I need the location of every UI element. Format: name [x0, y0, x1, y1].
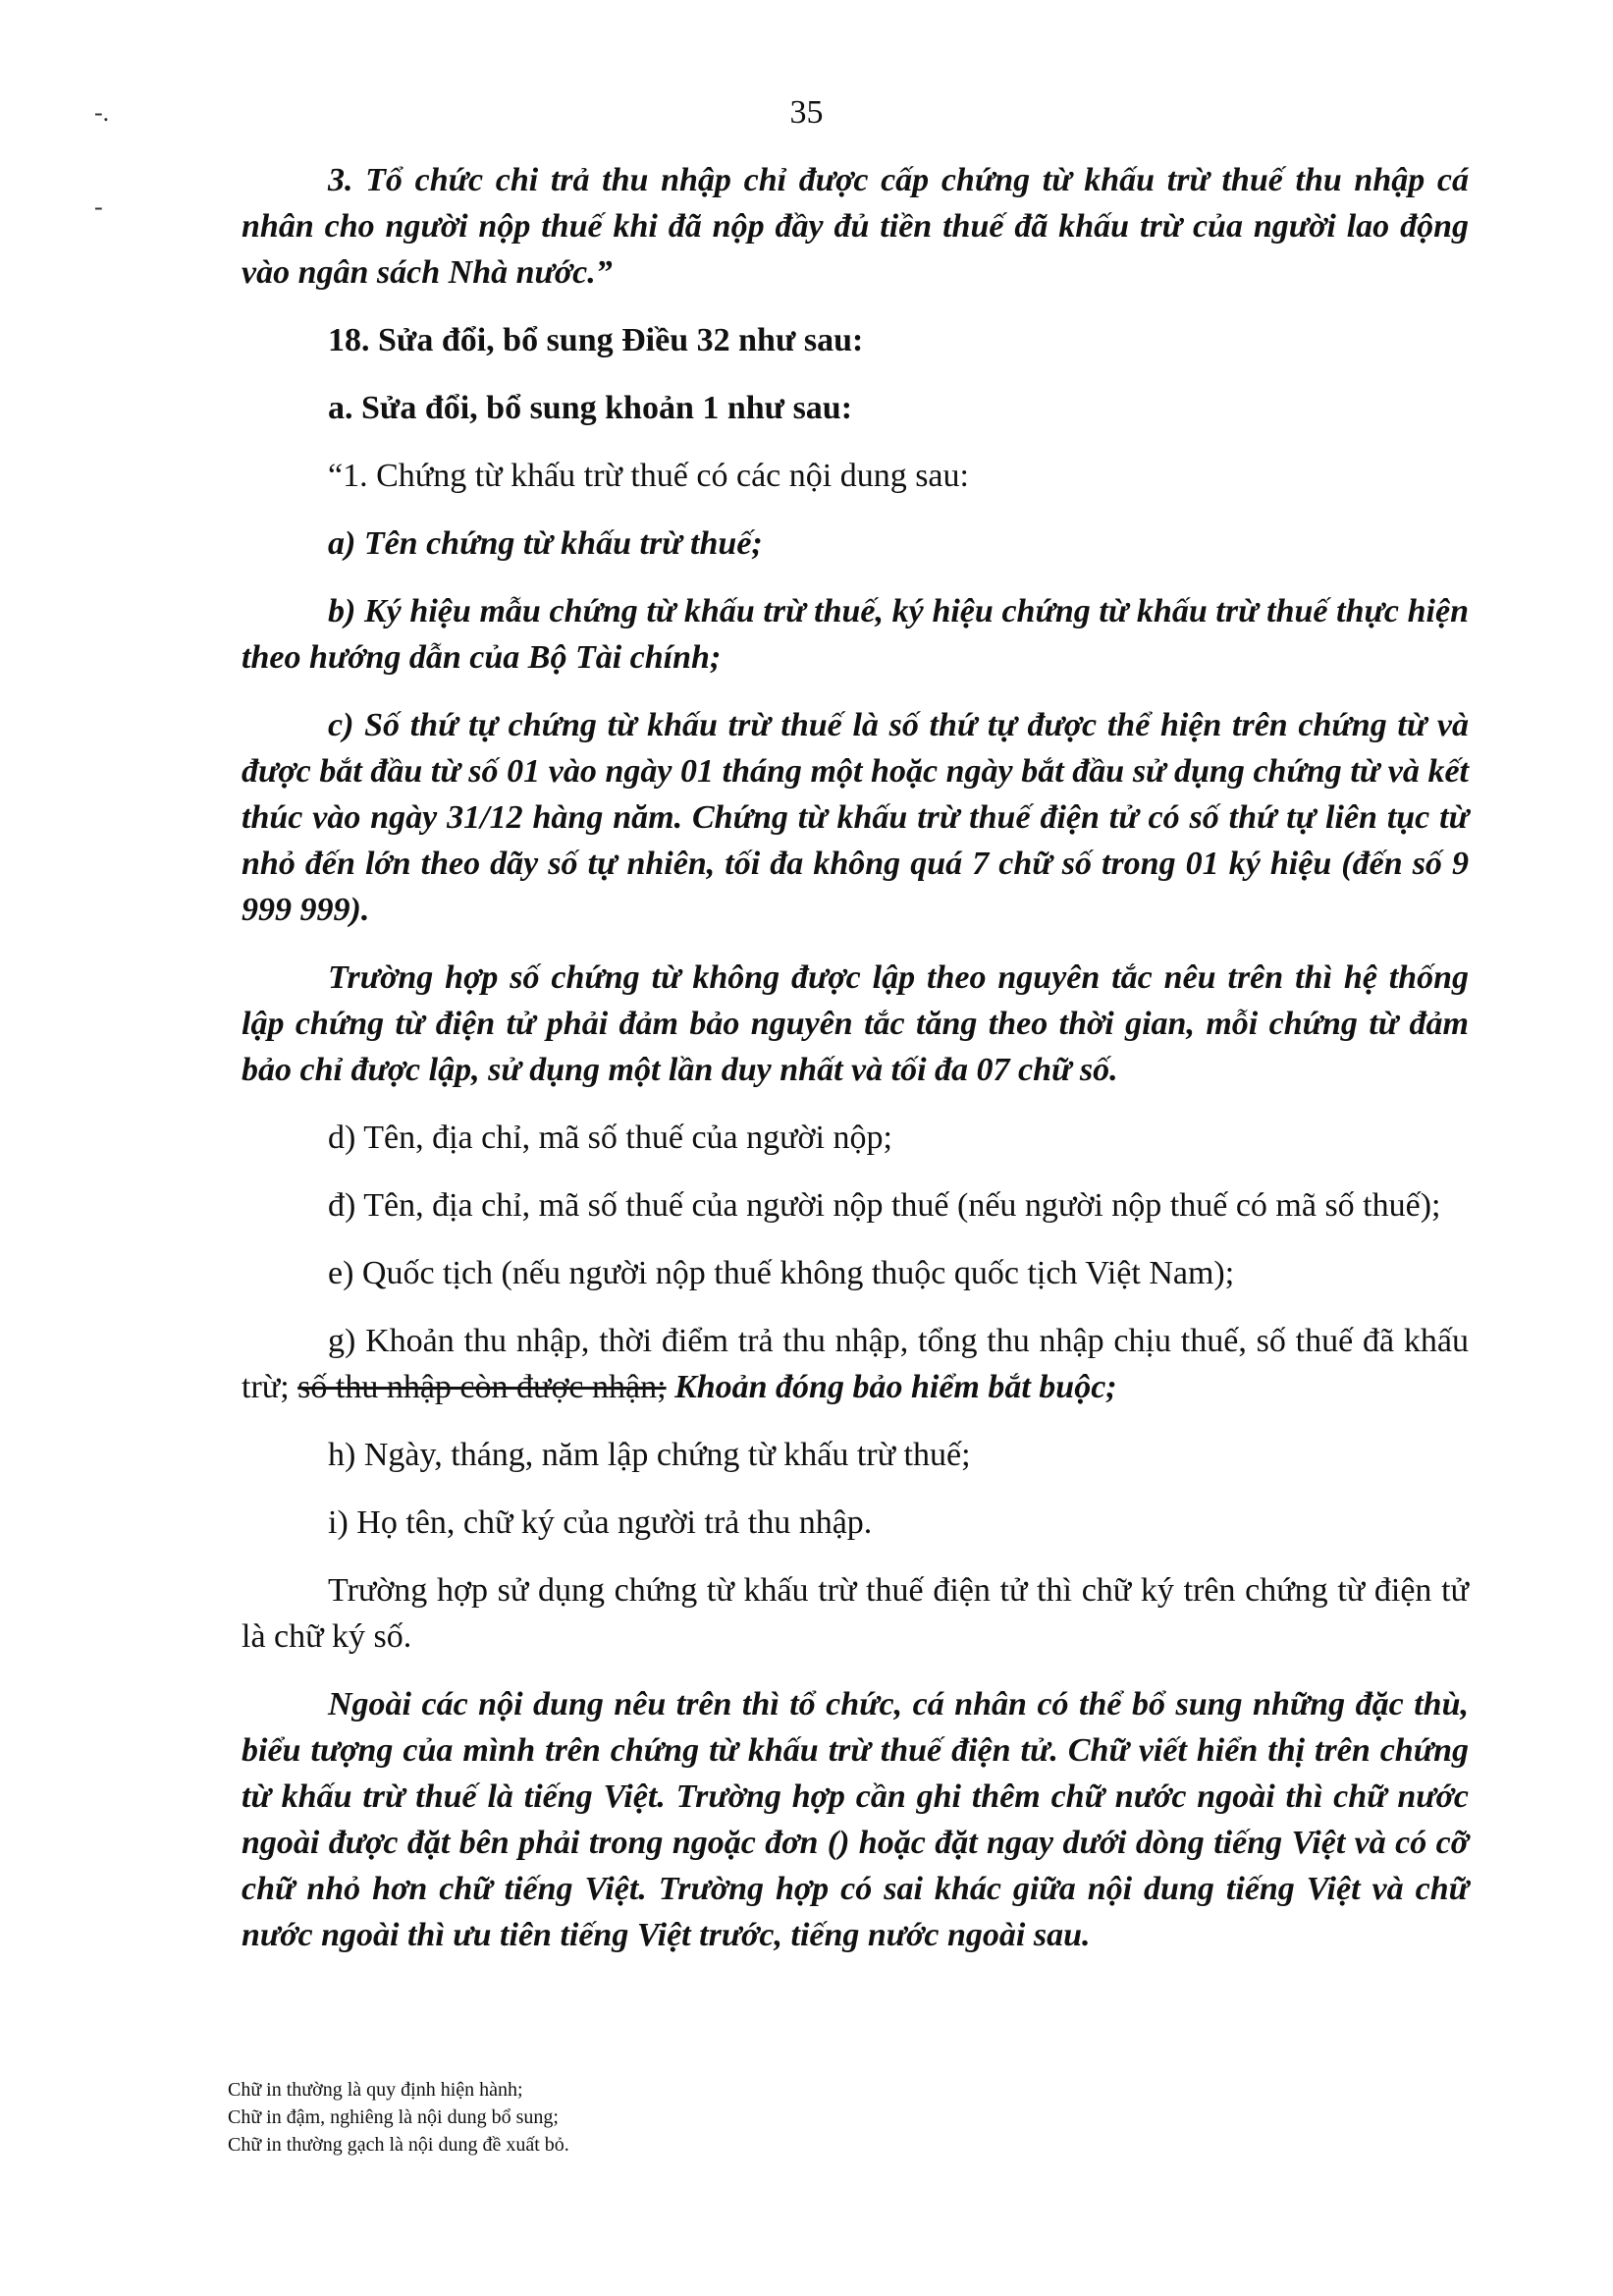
footnotes	[228, 2076, 1308, 2159]
paragraph: Trường hợp số chứng từ không được lập theo nguyên tắc nêu trên thì hệ thống lập chứng từ điện tử phải đảm bảo nguyên tắc tăng theo thời gian, mỗi chứng từ đảm bảo chỉ được lập, sử dụng một lần duy nhất và tối đa 07 chữ số.	[242, 959, 1469, 1088]
footnote: Chữ in thường gạch là nội dung đề xuất bỏ.	[228, 2134, 569, 2156]
list-item: d) Tên, địa chỉ, mã số thuế của người nộp;	[328, 1120, 892, 1156]
list-item: h) Ngày, tháng, năm lập chứng từ khấu trừ thuế;	[328, 1437, 971, 1473]
list-item	[242, 1318, 1469, 1410]
footnote: Chữ in thường là quy định hiện hành;	[228, 2079, 523, 2101]
list-item: i) Họ tên, chữ ký của người trả thu nhập.	[328, 1504, 873, 1541]
list-item-text: g) Khoản thu nhập, thời điểm trả thu nhập, tổng thu nhập chịu thuế, số thuế đã khấu trừ;	[242, 1323, 1469, 1405]
struck-text: số thu nhập còn được nhận;	[297, 1369, 667, 1405]
added-text: Khoản đóng bảo hiểm bắt buộc;	[666, 1369, 1117, 1405]
list-item: e) Quốc tịch (nếu người nộp thuế không thuộc quốc tịch Việt Nam);	[328, 1255, 1235, 1291]
paragraph: Ngoài các nội dung nêu trên thì tổ chức, cá nhân có thể bổ sung những đặc thù, biểu tượng của mình trên chứng từ khấu trừ thuế điện tử. Chữ viết hiển thị trên chứng từ khấu trừ thuế là tiếng Việt. Trường hợp cần ghi thêm chữ nước ngoài thì chữ nước ngoài được đặt bên phải trong ngoặc đơn () hoặc đặt ngay dưới dòng tiếng Việt và có cỡ chữ nhỏ hơn chữ tiếng Việt. Trường hợp có sai khác giữa nội dung tiếng Việt và chữ nước ngoài thì ưu tiên tiếng Việt trước, tiếng nước ngoài sau.	[242, 1686, 1469, 1953]
list-item: đ) Tên, địa chỉ, mã số thuế của người nộp thuế (nếu người nộp thuế có mã số thuế);	[328, 1187, 1441, 1224]
paragraph: 3. Tổ chức chi trả thu nhập chỉ được cấp chứng từ khấu trừ thuế thu nhập cá nhân cho người nộp thuế khi đã nộp đầy đủ tiền thuế đã khấu trừ của người lao động vào ngân sách Nhà nước.”	[242, 162, 1469, 291]
subsection-heading: a. Sửa đổi, bổ sung khoản 1 như sau:	[328, 390, 853, 426]
paragraph: “1. Chứng từ khấu trừ thuế có các nội dung sau:	[328, 458, 969, 494]
footnote: Chữ in đậm, nghiêng là nội dung bổ sung;	[228, 2106, 559, 2128]
list-item: b) Ký hiệu mẫu chứng từ khấu trừ thuế, ký hiệu chứng từ khấu trừ thuế thực hiện theo hướng dẫn của Bộ Tài chính;	[242, 593, 1469, 676]
margin-mark: -	[94, 192, 103, 221]
document-body	[242, 157, 1469, 1980]
paragraph: Trường hợp sử dụng chứng từ khấu trừ thuế điện tử thì chữ ký trên chứng từ điện tử là chữ ký số.	[242, 1572, 1469, 1655]
list-item: c) Số thứ tự chứng từ khấu trừ thuế là số thứ tự được thể hiện trên chứng từ và được bắt đầu từ số 01 vào ngày 01 tháng một hoặc ngày bắt đầu sử dụng chứng từ và kết thúc vào ngày 31/12 hàng năm. Chứng từ khấu trừ thuế điện tử có số thứ tự liên tục từ nhỏ đến lớn theo dãy số tự nhiên, tối đa không quá 7 chữ số trong 01 ký hiệu (đến số 9 999 999).	[242, 707, 1469, 928]
page-number: 35	[789, 94, 824, 131]
list-item: a) Tên chứng từ khấu trừ thuế;	[328, 525, 763, 562]
section-heading: 18. Sửa đổi, bổ sung Điều 32 như sau:	[328, 322, 864, 358]
margin-mark: -.	[94, 98, 110, 127]
